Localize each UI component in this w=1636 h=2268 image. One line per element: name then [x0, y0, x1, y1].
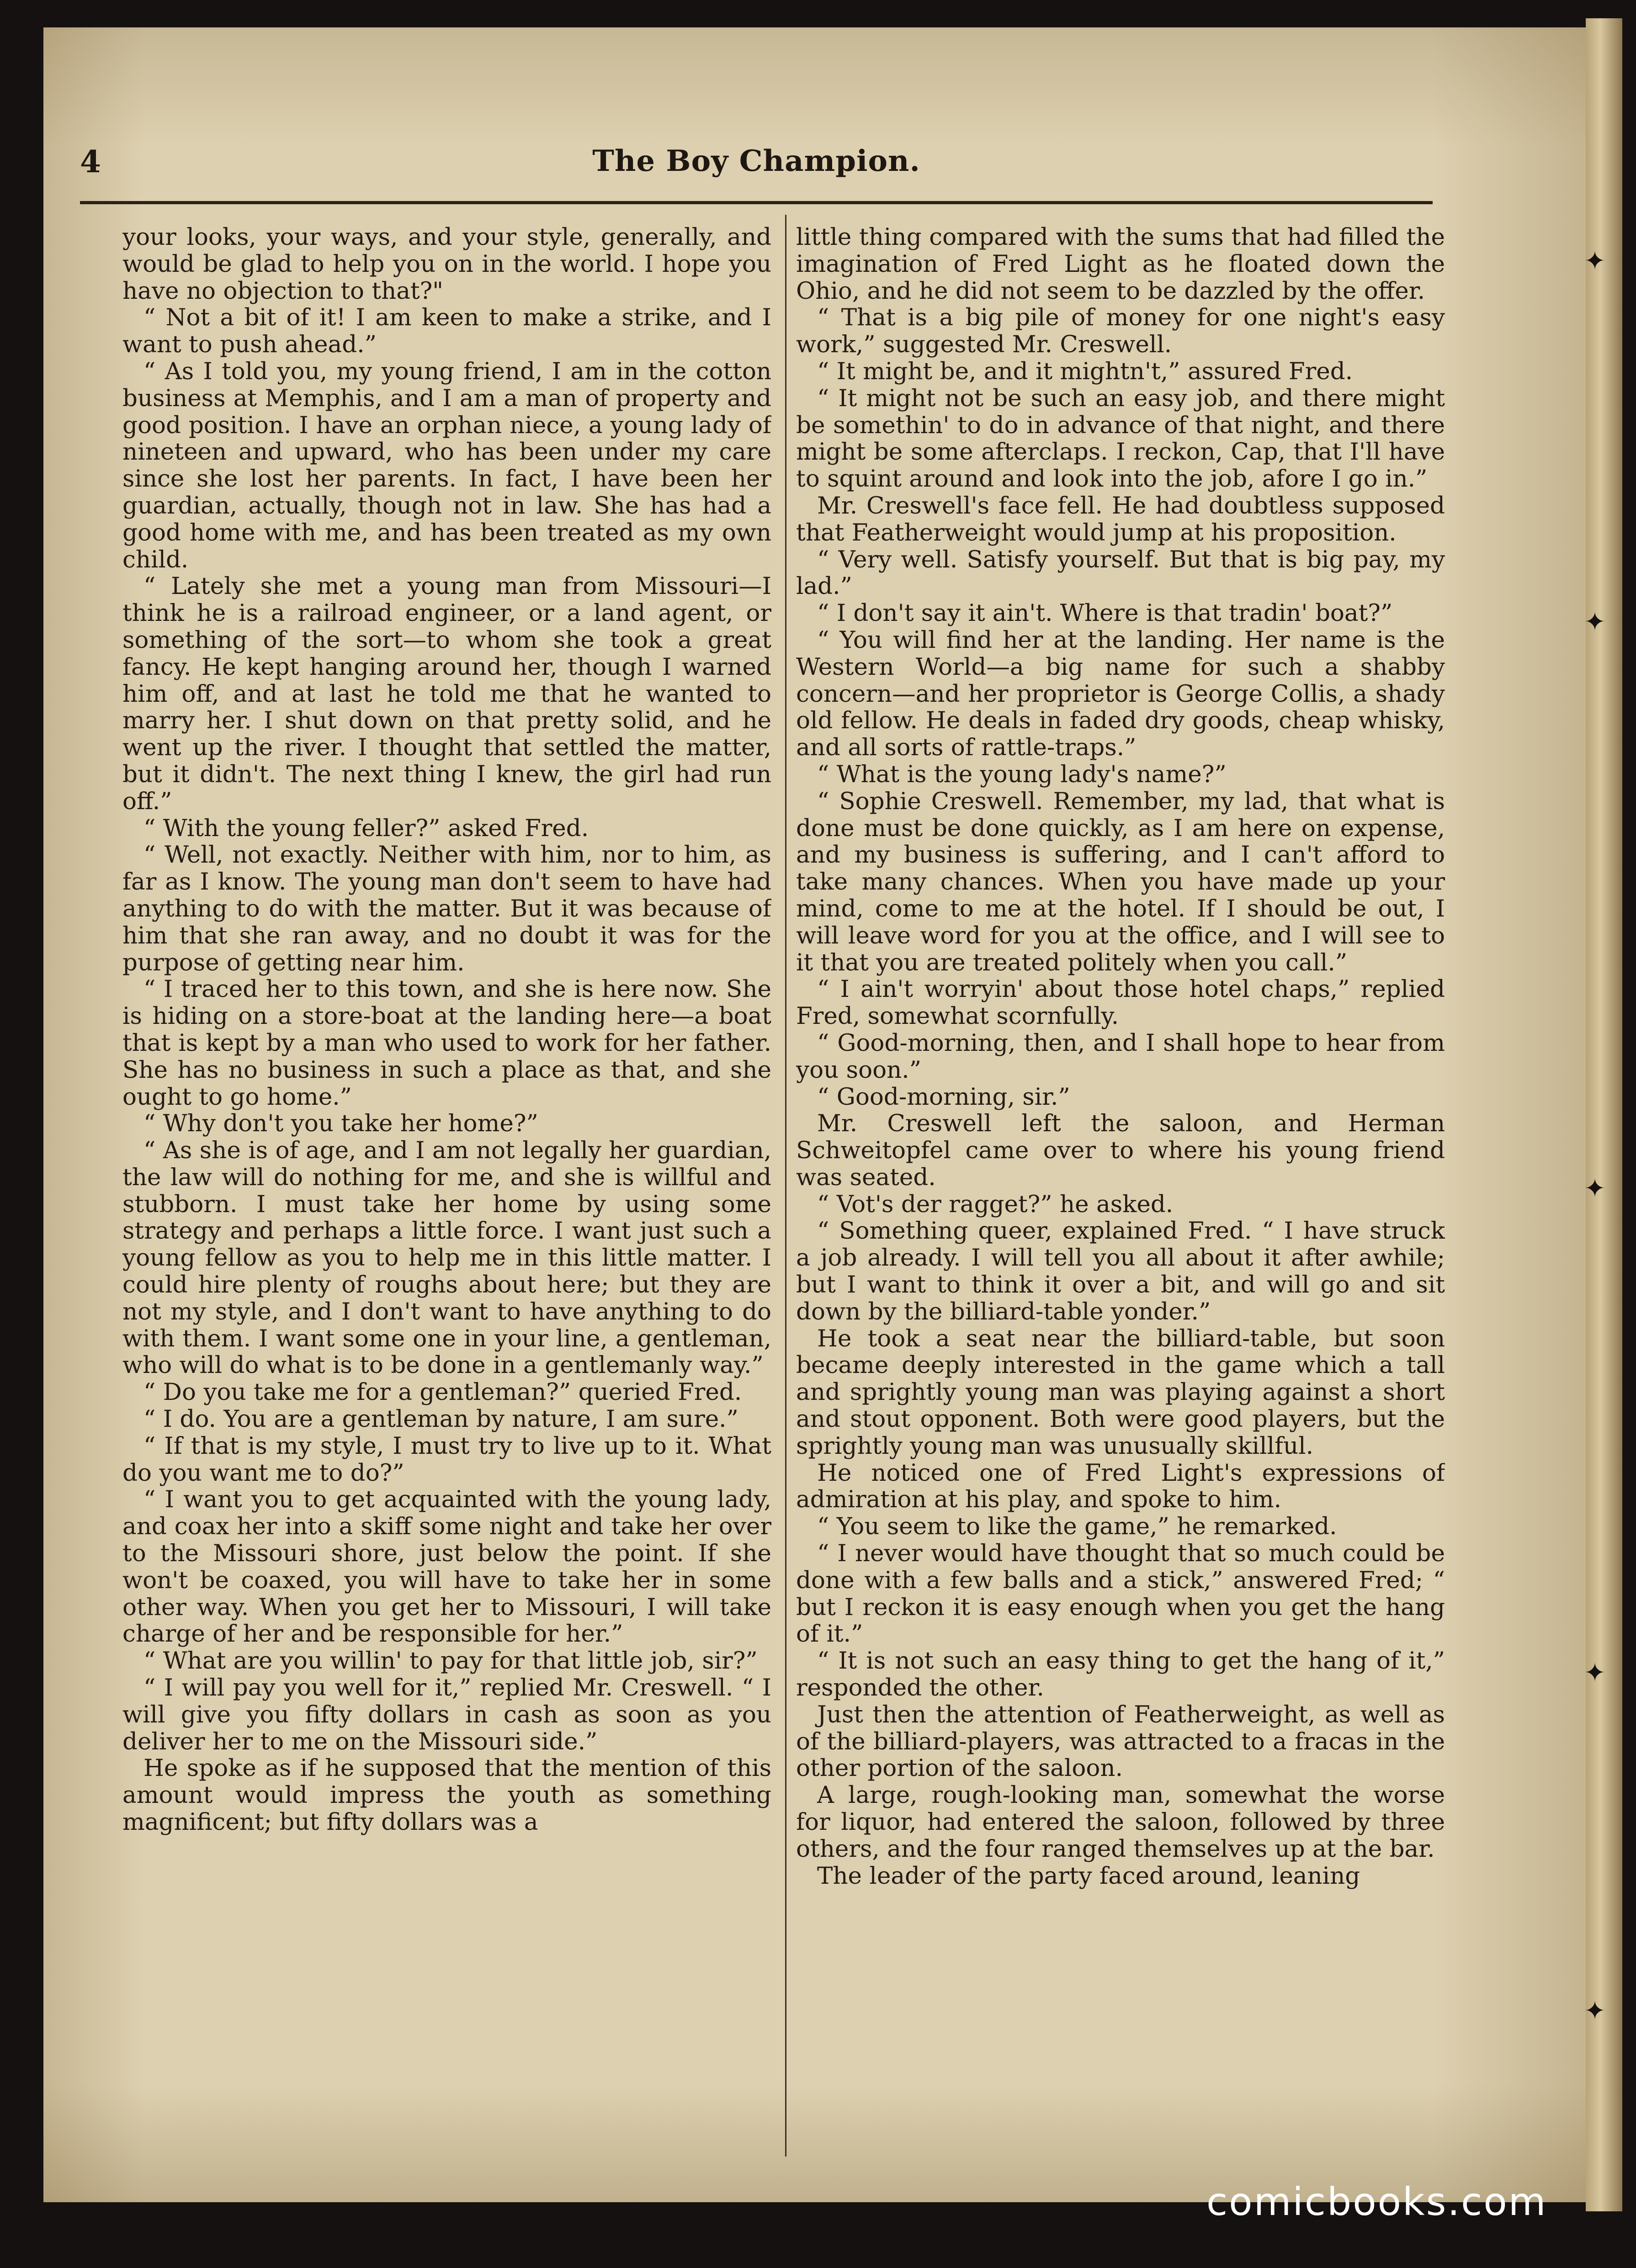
paragraph: “ I will pay you well for it,” replied Mr. Creswell. “ I will give you fifty dollars in cash as soon as you deliver her to me on the Missouri side.” — [122, 1674, 771, 1755]
paragraph: The leader of the party faced around, leaning — [817, 1862, 1360, 1890]
column-divider — [785, 215, 786, 2157]
paragraph: “ Lately she met a young man from Missouri—I think he is a railroad engineer, or a land agent, or something of the sort—to whom she took a great fancy. He kept hanging around her, though I warned him off, and at last he told me that he wanted to marry her. I shut down on that pretty solid, and he went up the river. I thought that settled the matter, but it didn't. The next thing I knew, the girl had run off.” — [122, 572, 771, 815]
paragraph: “ I do. You are a gentleman by nature, I am sure.” — [143, 1405, 738, 1433]
paragraph: little thing compared with the sums that had filled the imagination of Fred Light as he floated down the Ohio, and he did not seem to be dazzled by the offer. — [796, 224, 1445, 305]
paragraph: “ It is not such an easy thing to get the hang of it,” responded the other. — [796, 1647, 1445, 1702]
paragraph: “ That is a big pile of money for one night's easy work,” suggested Mr. Creswell. — [796, 304, 1445, 359]
binding-hole-icon: ✦ — [1584, 1174, 1606, 1203]
paragraph: “ What are you willin' to pay for that little job, sir?” — [143, 1647, 758, 1675]
paragraph: “ Do you take me for a gentleman?” queried Fred. — [143, 1378, 742, 1406]
paragraph: “ As she is of age, and I am not legally her guardian, the law will do nothing for me, and she is willful and stubborn. I must take her home by using some strategy and perhaps a little force. I want just such a young fellow as you to help me in this little matter. I could hire plenty of roughs about here; but they are not my style, and I don't want to have anything to do with them. I want some one in your line, a gentleman, who will do what is to be done in a gentlemanly way.” — [122, 1137, 771, 1379]
page-header — [80, 137, 1433, 187]
paragraph: “ With the young feller?” asked Fred. — [143, 814, 589, 842]
paragraph: “ You seem to like the game,” he remarked. — [817, 1513, 1337, 1541]
paragraph: “ What is the young lady's name?” — [817, 760, 1227, 788]
paragraph: “ Not a bit of it! I am keen to make a strike, and I want to push ahead.” — [122, 304, 771, 359]
paragraph: “ Very well. Satisfy yourself. But that is big pay, my lad.” — [796, 546, 1445, 600]
paragraph: “ Something queer, explained Fred. “ I have struck a job already. I will tell you all about it after awhile; but I want to think it over a bit, and will go and sit down by the billiard-table yonder.” — [796, 1217, 1445, 1325]
paragraph: He noticed one of Fred Light's expressions of admiration at his play, and spoke to him. — [796, 1459, 1445, 1514]
binding-hole-icon: ✦ — [1584, 246, 1606, 276]
paragraph: “ Well, not exactly. Neither with him, nor to him, as far as I know. The young man don't seem to have had anything to do with the matter. But it was because of him that she ran away, and no doubt it was for the purpose of getting near him. — [122, 841, 771, 976]
paragraph: “ Good-morning, sir.” — [817, 1083, 1070, 1111]
paragraph: He spoke as if he supposed that the mention of this amount would impress the youth as something magnificent; but fifty dollars was a — [122, 1754, 771, 1836]
paragraph: Just then the attention of Featherweight, as well as of the billiard-players, was attracted to a fracas in the other portion of the saloon. — [796, 1701, 1445, 1782]
paragraph: “ I traced her to this town, and she is here now. She is hiding on a store-boat at the landing here—a boat that is kept by a man who used to work for her father. She has no business in such a place as that, and she ought to go home.” — [122, 975, 771, 1111]
paragraph: Mr. Creswell's face fell. He had doubtless supposed that Featherweight would jump at his proposition. — [796, 492, 1445, 546]
paragraph: “ It might not be such an easy job, and there might be somethin' to do in advance of that night, and there might be some afterclaps. I reckon, Cap, that I'll have to squint around and look into the job, afore I go in.” — [796, 384, 1445, 493]
right-column — [796, 224, 1445, 2179]
left-column — [122, 224, 771, 2179]
paragraph: “ Sophie Creswell. Remember, my lad, that what is done must be done quickly, as I am here on expense, and my business is suffering, and I can't afford to take many chances. When you have made up your mind, come to me at the hotel. If I should be out, I will leave word for you at the office, and I will see to it that you are treated politely when you call.” — [796, 787, 1445, 976]
binding-hole-icon: ✦ — [1584, 1658, 1606, 1688]
binding-hole-icon: ✦ — [1584, 1996, 1606, 2026]
page-spine — [1586, 18, 1622, 2211]
running-title: The Boy Champion. — [592, 144, 920, 178]
paragraph: A large, rough-looking man, somewhat the worse for liquor, had entered the saloon, followed by three others, and the four ranged themselves up at the bar. — [796, 1781, 1445, 1863]
paragraph: “ It might be, and it mightn't,” assured Fred. — [817, 357, 1353, 385]
paragraph: “ As I told you, my young friend, I am in the cotton business at Memphis, and I am a man of property and good position. I have an orphan niece, a young lady of nineteen and upward, who has been under my care since she lost her parents. In fact, I have been her guardian, actually, though not in law. She has had a good home with me, and has been treated as my own child. — [122, 357, 771, 573]
paragraph: your looks, your ways, and your style, generally, and would be glad to help you on in the world. I hope you have no objection to that?" — [122, 224, 771, 305]
paragraph: “ Good-morning, then, and I shall hope to hear from you soon.” — [796, 1029, 1445, 1084]
paragraph: “ Why don't you take her home?” — [143, 1110, 538, 1138]
binding-hole-icon: ✦ — [1584, 607, 1606, 637]
paragraph: Mr. Creswell left the saloon, and Herman Schweitopfel came over to where his young friend was seated. — [796, 1110, 1445, 1191]
paragraph: “ Vot's der ragget?” he asked. — [817, 1190, 1174, 1218]
paragraph: “ If that is my style, I must try to live up to it. What do you want me to do?” — [122, 1432, 771, 1487]
paragraph: “ I want you to get acquainted with the young lady, and coax her into a skiff some night and take her over to the Missouri shore, just below the point. If she won't be coaxed, you will have to take her in some other way. When you get her to Missouri, I will take charge of her and be responsible for her.” — [122, 1486, 771, 1648]
paragraph: “ I ain't worryin' about those hotel chaps,” replied Fred, somewhat scornfully. — [796, 975, 1445, 1030]
paragraph: “ You will find her at the landing. Her name is the Western World—a big name for such a shabby concern—and her proprietor is George Collis, a shady old fellow. He deals in faded dry goods, cheap whisky, and all sorts of rattle-traps.” — [796, 626, 1445, 762]
watermark-text: comicbooks.com — [1206, 2179, 1547, 2224]
paragraph: He took a seat near the billiard-table, but soon became deeply interested in the game which a tall and sprightly young man was playing against a short and stout opponent. Both were good players, but the sprightly young man was unusually skillful. — [796, 1325, 1445, 1460]
paragraph: “ I don't say it ain't. Where is that tradin' boat?” — [817, 599, 1393, 627]
page-number: 4 — [80, 144, 101, 180]
header-rule — [80, 201, 1433, 204]
paragraph: “ I never would have thought that so much could be done with a few balls and a stick,” answered Fred; “ but I reckon it is easy enough when you get the hang of it.” — [796, 1540, 1445, 1648]
